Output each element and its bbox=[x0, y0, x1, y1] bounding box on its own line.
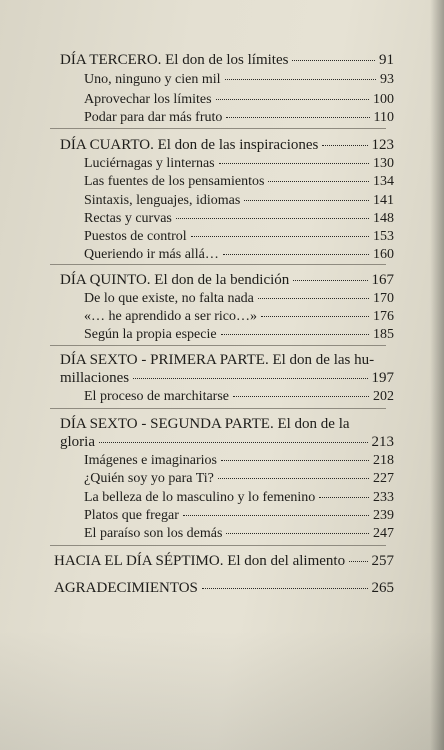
toc-entry[interactable] bbox=[84, 389, 394, 405]
dot-leader bbox=[244, 200, 369, 201]
toc-entry[interactable] bbox=[84, 471, 394, 487]
toc-chapter-dia-sexto-segunda[interactable] bbox=[60, 434, 394, 450]
toc-entry[interactable] bbox=[84, 291, 394, 307]
entry-title: Imágenes e imaginarios bbox=[84, 453, 217, 468]
section-divider bbox=[50, 408, 386, 409]
toc-entry[interactable] bbox=[84, 508, 394, 524]
toc-entry[interactable] bbox=[84, 193, 394, 209]
dot-leader bbox=[268, 181, 369, 182]
chapter-title: HACIA EL DÍA SÉPTIMO. El don del alimento bbox=[54, 553, 346, 569]
page-number: 170 bbox=[373, 291, 394, 306]
page-number: 239 bbox=[373, 508, 394, 523]
dot-leader bbox=[225, 79, 377, 80]
page-number: 227 bbox=[373, 471, 394, 486]
toc-entry[interactable] bbox=[84, 327, 394, 343]
page-number: 134 bbox=[373, 174, 394, 189]
toc-entry[interactable] bbox=[84, 453, 394, 469]
dot-leader bbox=[292, 60, 375, 61]
chapter-title-line2: millaciones bbox=[60, 370, 130, 386]
dot-leader bbox=[258, 298, 369, 299]
page-number: 110 bbox=[373, 110, 394, 125]
toc-entry[interactable] bbox=[84, 526, 394, 542]
dot-leader bbox=[293, 280, 367, 281]
dot-leader bbox=[349, 561, 367, 562]
toc-entry[interactable] bbox=[84, 247, 394, 263]
dot-leader bbox=[216, 99, 369, 100]
toc-chapter-hacia-dia-septimo[interactable] bbox=[54, 553, 394, 569]
entry-title: La belleza de lo masculino y lo femenino bbox=[84, 490, 316, 505]
dot-leader bbox=[322, 145, 367, 146]
entry-title: Sintaxis, lenguajes, idiomas bbox=[84, 193, 241, 208]
toc-chapter-dia-tercero[interactable] bbox=[60, 52, 394, 68]
entry-title: ¿Quién soy yo para Ti? bbox=[84, 471, 214, 486]
page-number: 123 bbox=[371, 137, 394, 153]
page-number: 233 bbox=[373, 490, 394, 505]
page-number: 257 bbox=[371, 553, 394, 569]
entry-title: Rectas y curvas bbox=[84, 211, 172, 226]
page-number: 176 bbox=[373, 309, 394, 324]
chapter-title: DÍA CUARTO. El don de las inspiraciones bbox=[60, 137, 319, 153]
toc-entry[interactable] bbox=[84, 174, 394, 190]
entry-title: Podar para dar más fruto bbox=[84, 110, 223, 125]
page-number: 185 bbox=[373, 327, 394, 342]
chapter-title: AGRADECIMIENTOS bbox=[54, 580, 198, 596]
page-number: 100 bbox=[373, 92, 394, 107]
dot-leader bbox=[226, 533, 369, 534]
chapter-title: DÍA TERCERO. El don de los límites bbox=[60, 52, 289, 68]
page-number: 148 bbox=[373, 211, 394, 226]
dot-leader bbox=[191, 236, 369, 237]
page-number: 91 bbox=[379, 52, 394, 68]
dot-leader bbox=[219, 163, 369, 164]
entry-title: De lo que existe, no falta nada bbox=[84, 291, 254, 306]
chapter-title-line1[interactable]: DÍA SEXTO - PRIMERA PARTE. El don de las hu- bbox=[60, 352, 375, 368]
page-number: 213 bbox=[371, 434, 394, 450]
toc-entry[interactable] bbox=[84, 211, 394, 227]
toc-entry[interactable] bbox=[84, 92, 394, 108]
dot-leader bbox=[319, 497, 369, 498]
page-number: 141 bbox=[373, 193, 394, 208]
dot-leader bbox=[183, 515, 369, 516]
chapter-title-line2: gloria bbox=[60, 434, 95, 450]
toc-entry[interactable] bbox=[84, 72, 394, 88]
page-number: 153 bbox=[373, 229, 394, 244]
chapter-title-line1[interactable]: DÍA SEXTO - SEGUNDA PARTE. El don de la bbox=[60, 416, 350, 432]
toc-entry[interactable] bbox=[84, 156, 394, 172]
dot-leader bbox=[223, 254, 369, 255]
page-number: 167 bbox=[371, 272, 394, 288]
section-divider bbox=[50, 128, 386, 129]
entry-title: El proceso de marchitarse bbox=[84, 389, 229, 404]
page-number: 93 bbox=[380, 72, 394, 87]
toc-chapter-dia-quinto[interactable] bbox=[60, 272, 394, 288]
entry-title: Según la propia especie bbox=[84, 327, 217, 342]
dot-leader bbox=[176, 218, 369, 219]
entry-title: El paraíso son los demás bbox=[84, 526, 223, 541]
entry-title: Platos que fregar bbox=[84, 508, 179, 523]
section-divider bbox=[50, 545, 386, 546]
entry-title: Puestos de control bbox=[84, 229, 187, 244]
page-number: 130 bbox=[373, 156, 394, 171]
dot-leader bbox=[221, 460, 369, 461]
toc-entry[interactable] bbox=[84, 110, 394, 126]
toc-chapter-dia-cuarto[interactable] bbox=[60, 137, 394, 153]
page-number: 247 bbox=[373, 526, 394, 541]
page-number: 160 bbox=[373, 247, 394, 262]
dot-leader bbox=[202, 588, 368, 589]
dot-leader bbox=[226, 117, 369, 118]
page-number: 265 bbox=[371, 580, 394, 596]
entry-title: «… he aprendido a ser rico…» bbox=[84, 309, 257, 324]
entry-title: Queriendo ir más allá… bbox=[84, 247, 219, 262]
page-number: 218 bbox=[373, 453, 394, 468]
toc-entry[interactable] bbox=[84, 309, 394, 325]
dot-leader bbox=[233, 396, 369, 397]
entry-title: Aprovechar los límites bbox=[84, 92, 212, 107]
entry-title: Luciérnagas y linternas bbox=[84, 156, 215, 171]
toc-chapter-dia-sexto-primera[interactable] bbox=[60, 370, 394, 386]
toc-entry[interactable] bbox=[84, 490, 394, 506]
page-number: 202 bbox=[373, 389, 394, 404]
chapter-title: DÍA QUINTO. El don de la bendición bbox=[60, 272, 290, 288]
dot-leader bbox=[261, 316, 369, 317]
dot-leader bbox=[221, 334, 369, 335]
page-number: 197 bbox=[371, 370, 394, 386]
dot-leader bbox=[99, 442, 368, 443]
toc-chapter-agradecimientos[interactable] bbox=[54, 580, 394, 596]
entry-title: Las fuentes de los pensamientos bbox=[84, 174, 265, 189]
section-divider bbox=[50, 345, 386, 346]
dot-leader bbox=[133, 378, 367, 379]
dot-leader bbox=[218, 478, 369, 479]
section-divider bbox=[50, 264, 386, 265]
toc-entry[interactable] bbox=[84, 229, 394, 245]
entry-title: Uno, ninguno y cien mil bbox=[84, 72, 221, 87]
